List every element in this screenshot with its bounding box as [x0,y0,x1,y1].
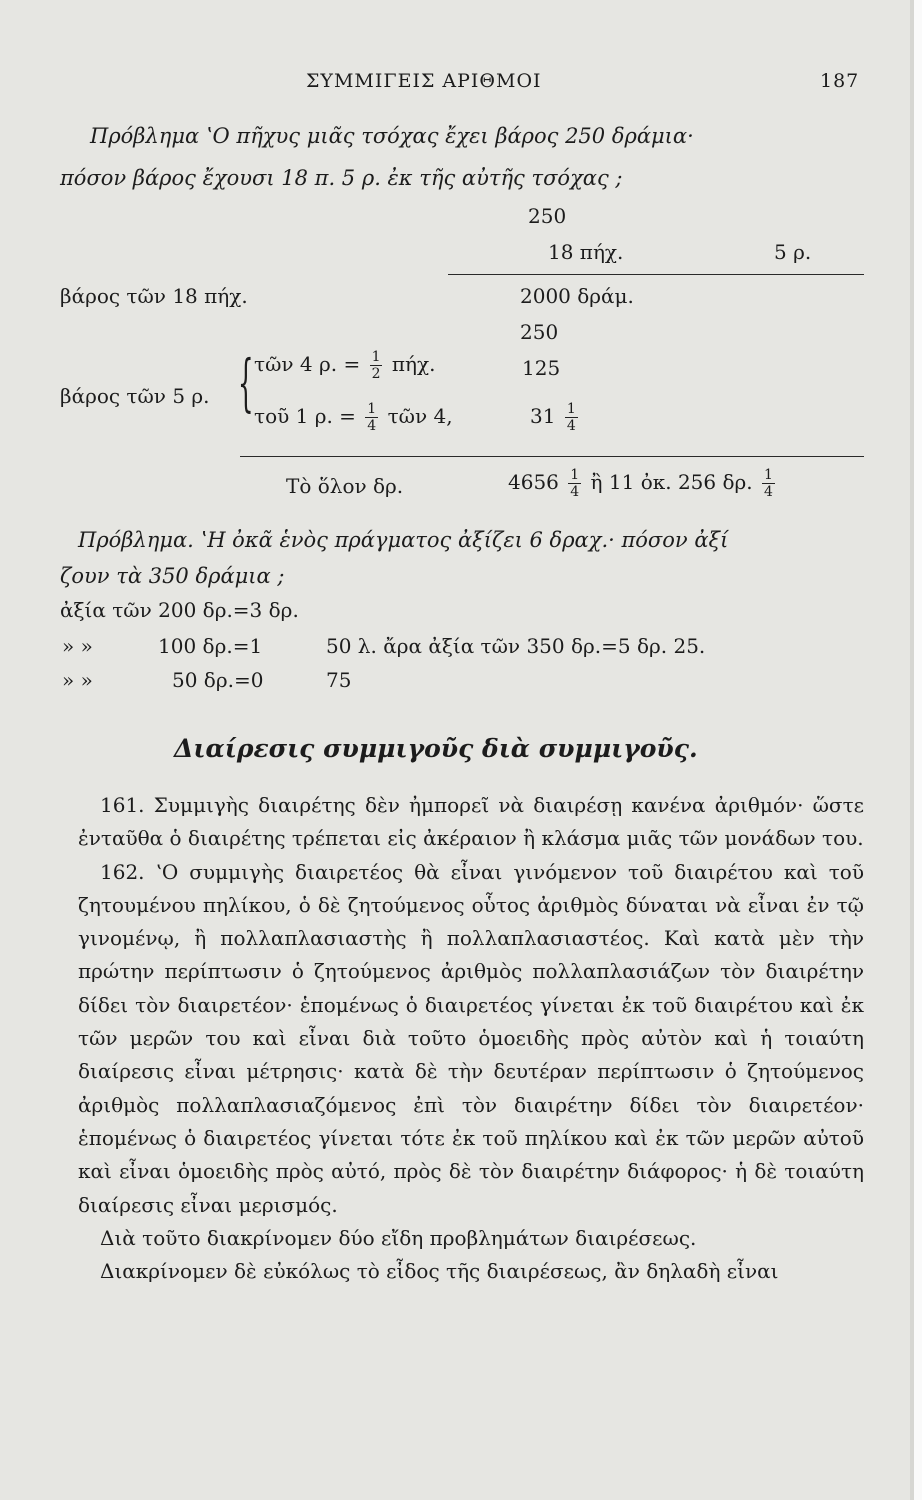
body-text [78,789,864,1288]
problem2-row2-a: 100 δρ.=1 [158,634,263,658]
problem2-row3-b: 75 [326,668,352,692]
weight18-value: 2000 δράμ. [520,284,634,308]
total-fraction [568,468,581,499]
problem1-line1: Πρόβλημα ʽΟ πῆχυς μιᾶς τσόχας ἔχει βάρος 250 δράμια· [90,124,694,148]
total-frac-num: 1 [570,467,580,483]
calc-multiplier-r: 5 ρ. [774,240,812,264]
total-row [508,468,778,499]
paragraph-161: 161. Συμμιγὴς διαιρέτης δὲν ἠμπορεῖ νὰ διαιρέσῃ κανένα ἀριθμόν· ὥστε ἐνταῦθα ὁ διαιρέτης τρέπεται εἰς ἀκέραιον ἢ κλάσμα μιᾶς τῶν μονάδων του. [78,793,864,851]
calc-rule-1 [448,274,864,275]
total-conv-frac-num: 1 [764,467,773,483]
total-frac-den: 4 [570,484,580,500]
problem2-row3-a: 50 δρ.=0 [172,668,264,692]
row4-text-a: τῶν 4 ρ. = [254,352,361,376]
row4-fraction [370,350,383,381]
section-title: Διαίρεσις συμμιγοῦς διὰ συμμιγοῦς. [174,734,698,763]
value-250: 250 [520,320,559,344]
row1-text-a: τοῦ 1 ρ. = [254,404,356,428]
row1-value-frac-den: 4 [566,418,576,434]
paragraph-162: 162. ʽΟ συμμιγὴς διαιρετέος θὰ εἶναι γινόμενον τοῦ διαιρέτου καὶ τοῦ ζητουμένου πηλίκου, ὁ δὲ ζητούμενος οὗτος ἀριθμὸς δύναται νὰ εἶναι ἐν τῷ γινομένῳ, ἢ πολλαπλασιαστὴς ἢ πολλαπλασιαστέος. Καὶ κατὰ μὲν τὴν πρώτην περίπτωσιν ὁ ζητούμενος ἀριθμὸς πολλαπλασιάζων τὸν διαιρέτην δίδει τὸν διαιρετέον· ἑπομένως ὁ διαιρετέος γίνεται ἐκ τοῦ διαιρέτου καὶ ἐκ τῶν μερῶν του καὶ εἶναι διὰ τοῦτο ὁμοειδὴς πρὸς αὐτὸν καὶ ἡ τοιαύτη διαίρεσις εἶναι μέτρησις· κατὰ δὲ τὴν δευτέραν περίπτωσιν ὁ ζητούμενος ἀριθμὸς πολλαπλασιαζόμενος ἐπὶ τὸν διαιρέτην δίδει τὸν διαιρετέον· ἑπομένως ὁ διαιρετέος γίνεται τότε ἐκ τοῦ πηλίκου καὶ ἐκ τῶν μερῶν αὐτοῦ καὶ εἶναι ὁμοειδὴς πρὸς αὐτό, πρὸς δὲ τὸν διαιρέτην διάφορος· ἡ δὲ τοιαύτη διαίρεσις εἶναι μερισμός. [78,859,864,1217]
row1-fraction [365,402,378,433]
total-value: 4656 [508,470,559,494]
running-header-title: ΣΥΜΜΙΓΕΙΣ ΑΡΙΘΜΟΙ [306,70,542,92]
total-conv-fraction [762,468,775,499]
row4-value: 125 [522,356,561,380]
problem2-row2-ditto: » » [62,634,93,658]
problem2-row3-ditto: » » [62,668,93,692]
page-edge [914,0,922,1500]
row1-value-int: 31 [530,404,556,428]
total-conversion: ἢ 11 ὀκ. 256 δρ. [590,470,753,494]
row-4r [254,350,435,381]
problem2-row2-b: 50 λ. ἄρα ἀξία τῶν 350 δρ.=5 δρ. 25. [326,634,706,658]
row1-frac-num: 1 [367,401,377,417]
row4-text-b: πήχ. [391,352,436,376]
row1-value-fraction [565,402,578,433]
total-conv-frac-den: 4 [764,484,773,500]
calc-rule-2 [240,456,864,457]
paragraph-kinds: Διὰ τοῦτο διακρίνομεν δύο εἴδη προβλημάτων διαιρέσεως. [100,1225,697,1250]
page-number: 187 [820,70,860,92]
calc-multiplier: 18 πήχ. [548,240,624,264]
weight5-label: βάρος τῶν 5 ρ. [60,384,210,408]
weight18-label: βάρος τῶν 18 πήχ. [60,284,248,308]
row-1r [254,402,453,433]
brace-symbol: { [237,346,254,419]
row1-frac-den: 4 [367,418,377,434]
row4-frac-num: 1 [371,349,381,365]
paragraph-distinguish: Διακρίνομεν δὲ εὐκόλως τὸ εἶδος τῆς διαιρέσεως, ἂν δηλαδὴ εἶναι [100,1259,779,1284]
row1-value-frac-num: 1 [566,401,576,417]
problem2-line2: ζουν τὰ 350 δράμια ; [60,564,285,588]
calc-top-value: 250 [528,204,567,228]
problem1-line2: πόσον βάρος ἔχουσι 18 π. 5 ρ. ἐκ τῆς αὐτῆς τσόχας ; [60,166,623,190]
row4-frac-den: 2 [371,366,381,382]
row1-text-b: τῶν 4, [387,404,453,428]
problem2-line1: Πρόβλημα. ʽΗ ὀκᾶ ἑνὸς πράγματος ἀξίζει 6 δραχ.· πόσον ἀξί [78,528,729,552]
problem2-row1: ἀξία τῶν 200 δρ.=3 δρ. [60,598,299,622]
row1-value [530,402,581,433]
total-label: Τὸ ὅλον δρ. [286,474,404,498]
